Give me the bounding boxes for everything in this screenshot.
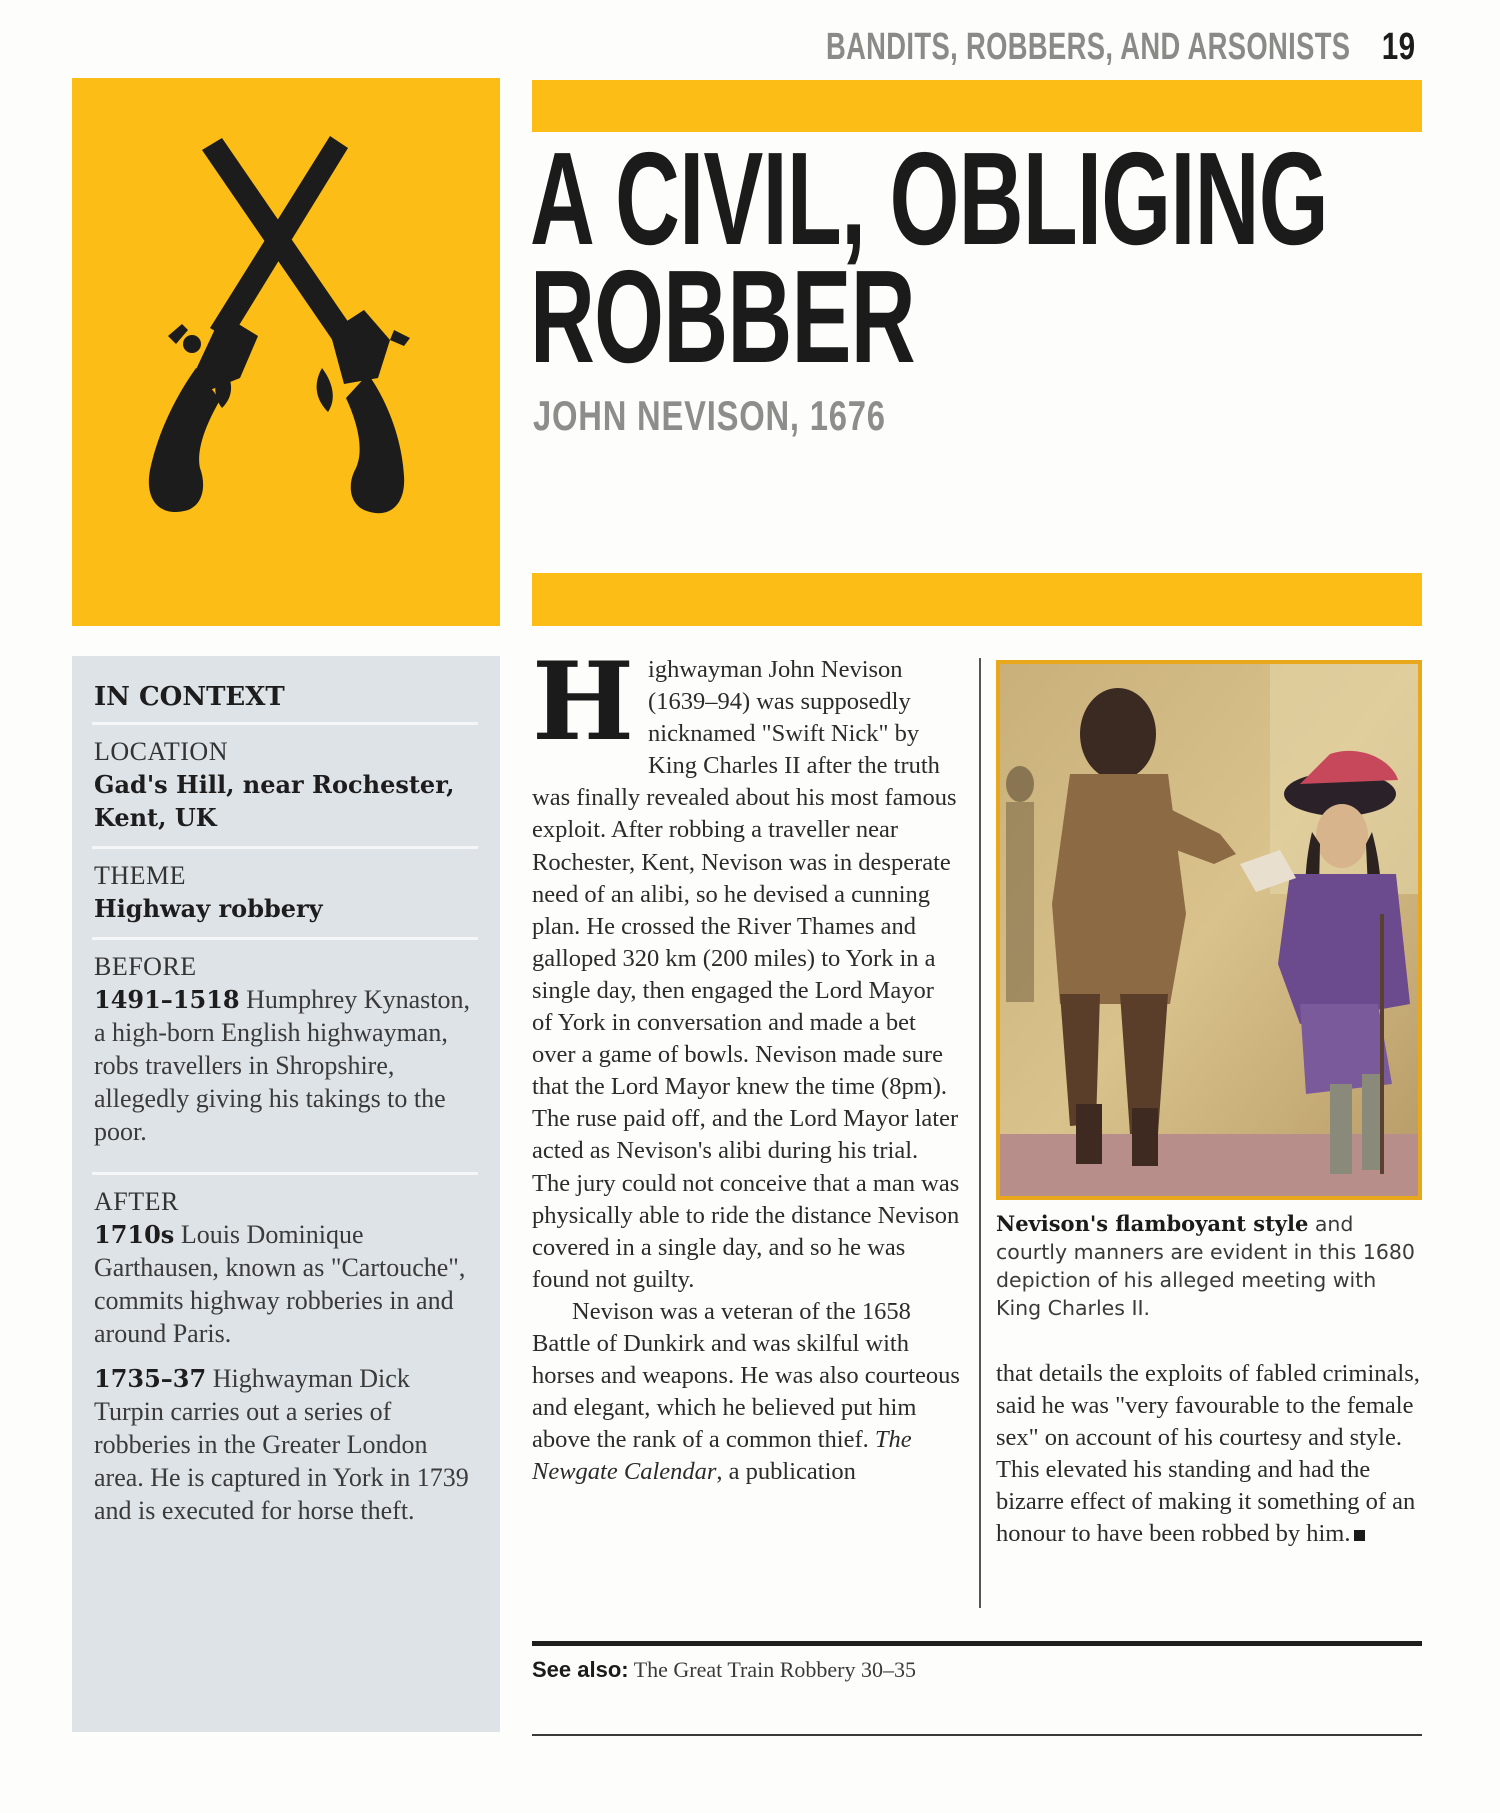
painting-figure — [996, 660, 1422, 1200]
caption-text: and courtly manners are evident in this 1680 depiction of his alleged meeting with King Charles II. — [996, 1212, 1415, 1320]
before-label: BEFORE — [94, 952, 197, 981]
end-of-article-mark — [1354, 1530, 1365, 1541]
see-also-rule — [532, 1641, 1422, 1646]
theme-label: THEME — [94, 861, 187, 890]
paragraph-2-text: Nevison was a veteran of the 1658 Battle of Dunkirk and was skilful with horses and weapons. He was also courteous and elegant, which he believed put him above the rank of a common thief. — [532, 1297, 960, 1454]
chapter-icon-panel — [72, 78, 500, 626]
continuation-text: that details the exploits of fabled criminals, said he was "very favourable to the female sex" on account of his courtesy and style. This elevated his standing and had the bizarre effect of making it something of an honour to have been robbed by him. — [996, 1360, 1420, 1548]
location-section — [94, 725, 476, 846]
entry-years: 1735–37 — [94, 1364, 207, 1393]
theme-section — [94, 849, 476, 937]
timeline-entry — [94, 983, 476, 1148]
after-section — [94, 1175, 476, 1551]
timeline-entry — [94, 1362, 476, 1527]
entry-text: Louis Dominique Garthausen, known as "Cartouche", commits highway robberies in and around Paris. — [94, 1220, 466, 1348]
paragraph-1 — [532, 639, 960, 1296]
article-body — [532, 639, 960, 1488]
entry-text: Humphrey Kynaston, a high-born English highwayman, robs travellers in Shropshire, allegedly giving his takings to the poor. — [94, 985, 470, 1146]
figure-caption — [996, 1210, 1422, 1322]
caption-lead: Nevison's flamboyant style — [996, 1211, 1309, 1236]
paragraph-1-text: ighwayman John Nevison (1639–94) was supposedly nicknamed "Swift Nick" by King Charles II after the truth was finally revealed about his most famous exploit. After robbing a traveller near Rochester, Kent, Nevison was in desperate need of an alibi, so he devised a cunning plan. He crossed the River Thames and galloped 320 km (200 miles) to York in a single day, then engaged the Lord Mayor of York in conversation and made a bet over a game of bowls. Nevison made sure that the Lord Mayor knew the time (8pm). The ruse paid off, and the Lord Mayor later acted as Nevison's alibi during his trial. The jury could not conceive that a man was physically able to ride the distance Nevison covered in a single day, and so he was found not guilty. — [532, 656, 960, 1293]
section-title: BANDITS, ROBBERS, AND ARSONISTS — [826, 26, 1351, 68]
theme-value: Highway robbery — [94, 894, 323, 923]
location-label: LOCATION — [94, 737, 228, 766]
article-title — [530, 125, 1328, 390]
article-subtitle: JOHN NEVISON, 1676 — [533, 392, 886, 439]
see-also-label: See also: — [532, 1657, 629, 1682]
see-also-reference: The Great Train Robbery 30–35 — [628, 1657, 917, 1682]
in-context-panel — [72, 656, 500, 1732]
drop-cap: H — [532, 639, 635, 765]
see-also — [532, 1657, 916, 1683]
location-value: Gad's Hill, near Rochester, Kent, UK — [94, 770, 455, 832]
title-line-2: ROBBER — [530, 243, 915, 390]
publication-title: The Newgate Calendar — [532, 1426, 912, 1486]
painting-illustration — [1000, 664, 1418, 1196]
bottom-rule — [532, 1734, 1422, 1736]
page-number: 19 — [1381, 26, 1416, 68]
entry-years: 1491–1518 — [94, 985, 240, 1014]
crossed-flintlock-pistols-icon — [72, 78, 500, 626]
in-context-heading: IN CONTEXT — [94, 682, 285, 712]
timeline-entry — [94, 1218, 476, 1350]
column-divider — [979, 658, 981, 1608]
paragraph-2 — [532, 1296, 960, 1489]
title-line-1: A CIVIL, OBLIGING — [530, 125, 1328, 272]
title-bar-bottom — [532, 573, 1422, 626]
after-label: AFTER — [94, 1187, 179, 1216]
entry-text: Highwayman Dick Turpin carries out a series of robberies in the Greater London area. He is captured in York in 1739 and is executed for horse theft. — [94, 1364, 469, 1525]
running-head — [622, 26, 1420, 69]
article-continuation — [996, 1358, 1422, 1551]
paragraph-2-tail: , a publication — [716, 1458, 856, 1486]
entry-years: 1710s — [94, 1220, 175, 1249]
before-section — [94, 940, 476, 1172]
